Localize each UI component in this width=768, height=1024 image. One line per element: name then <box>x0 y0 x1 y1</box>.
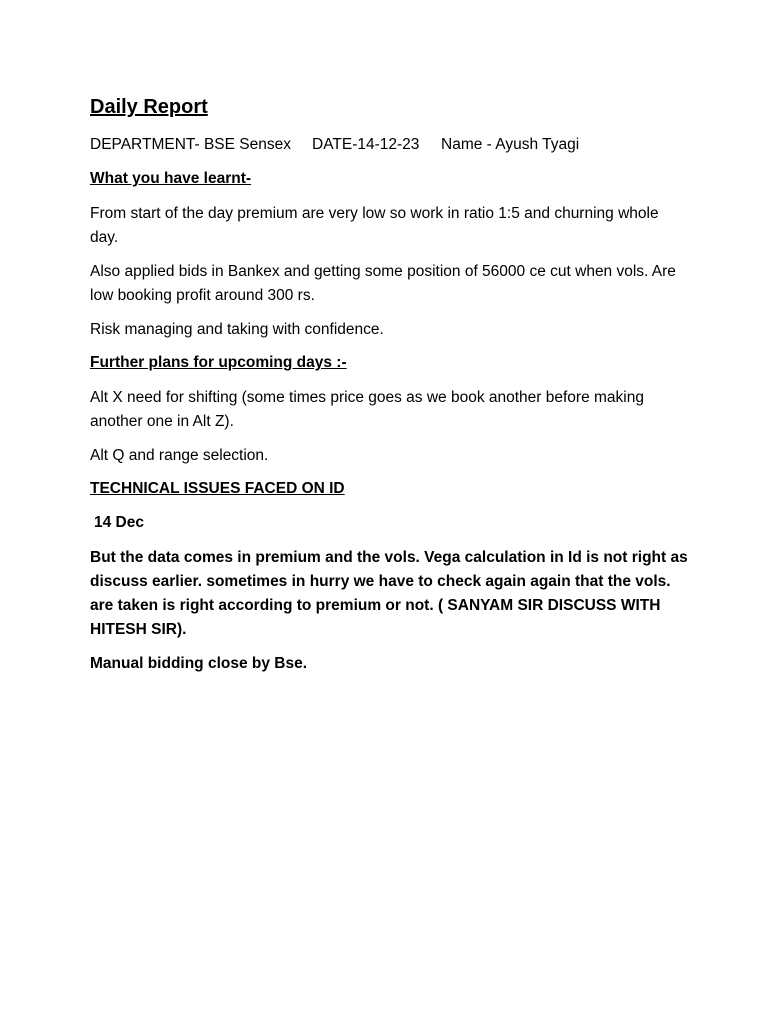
issues-paragraph: Manual bidding close by Bse. <box>90 655 308 672</box>
plans-paragraph: Alt Q and range selection. <box>90 447 269 464</box>
learnt-paragraph: Risk managing and taking with confidence. <box>90 321 384 338</box>
issues-paragraph: But the data comes in premium and the vols. Vega calculation in Id is not right as discuss earlier. sometimes in hurry we have to check again again that the vols. are taken is right according to premium or not. ( SANYAM SIR DISCUSS WITH HITESH SIR). <box>90 549 688 638</box>
report-meta-line <box>90 134 690 156</box>
department-field: DEPARTMENT- BSE Sensex <box>90 136 291 153</box>
plans-paragraph: Alt X need for shifting (some times price goes as we book another before making another one in Alt Z). <box>90 389 644 430</box>
name-field: Name - Ayush Tyagi <box>441 136 580 153</box>
issues-heading: TECHNICAL ISSUES FACED ON ID <box>90 480 345 497</box>
learnt-paragraph: Also applied bids in Bankex and getting some position of 56000 ce cut when vols. Are low booking profit around 300 rs. <box>90 263 676 304</box>
date-field: DATE-14-12-23 <box>312 136 420 153</box>
plans-heading: Further plans for upcoming days :- <box>90 354 347 371</box>
document-page <box>90 94 690 686</box>
learnt-paragraph: From start of the day premium are very low so work in ratio 1:5 and churning whole day. <box>90 205 659 246</box>
issues-date: 14 Dec <box>94 514 144 531</box>
report-title: Daily Report <box>90 96 208 118</box>
learnt-heading: What you have learnt- <box>90 170 252 187</box>
